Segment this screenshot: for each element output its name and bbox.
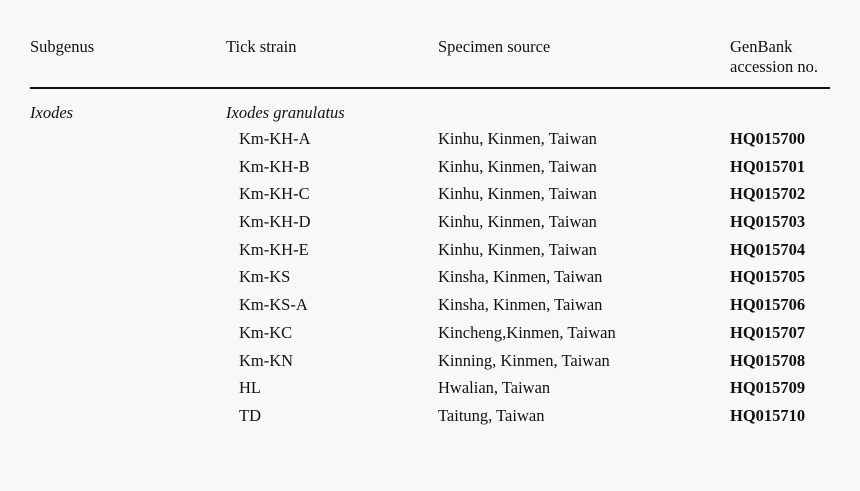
cell-source: Kinhu, Kinmen, Taiwan <box>438 129 597 148</box>
cell-accession: HQ015709 <box>730 378 806 398</box>
cell-accession: HQ015707 <box>730 322 806 342</box>
cell-accession: HQ015710 <box>730 405 806 425</box>
cell-strain: Km-KH-E <box>239 239 309 259</box>
cell-source: Hwalian, Taiwan <box>438 378 551 398</box>
header-tick-strain: Tick strain <box>226 37 297 56</box>
cell-accession: HQ015708 <box>730 350 806 370</box>
table-row <box>30 211 830 239</box>
table-row <box>30 183 830 211</box>
cell-strain: Km-KN <box>239 350 294 370</box>
cell-accession: HQ015706 <box>730 295 806 315</box>
cell-strain: Km-KS-A <box>239 295 308 315</box>
header-genbank <box>730 37 818 77</box>
cell-source: Kinsha, Kinmen, Taiwan <box>438 295 603 315</box>
cell-strain: Km-KH-A <box>239 129 311 148</box>
cell-strain: Km-KH-C <box>239 184 310 204</box>
cell-strain: Km-KH-D <box>239 212 311 232</box>
cell-source: Kinhu, Kinmen, Taiwan <box>438 156 597 176</box>
cell-accession: HQ015705 <box>730 267 806 287</box>
group-species: Ixodes granulatus <box>226 103 345 122</box>
table-row <box>30 239 830 267</box>
cell-accession: HQ015704 <box>730 239 806 259</box>
cell-source: Kincheng,Kinmen, Taiwan <box>438 322 616 342</box>
cell-source: Kinhu, Kinmen, Taiwan <box>438 212 597 232</box>
header-genbank-line2: accession no. <box>730 57 818 76</box>
table-header <box>30 0 830 88</box>
table-row <box>30 322 830 350</box>
table-row <box>30 294 830 322</box>
table-body <box>30 128 830 433</box>
cell-source: Kinhu, Kinmen, Taiwan <box>438 239 597 259</box>
cell-source: Kinhu, Kinmen, Taiwan <box>438 184 597 204</box>
cell-strain: Km-KS <box>239 267 291 287</box>
cell-source: Taitung, Taiwan <box>438 405 545 425</box>
table-row <box>30 128 830 156</box>
cell-source: Kinning, Kinmen, Taiwan <box>438 350 610 370</box>
table-row <box>30 377 830 405</box>
group-subgenus: Ixodes <box>30 103 74 122</box>
cell-strain: HL <box>239 378 261 398</box>
header-genbank-line1: GenBank <box>730 37 793 56</box>
table-row <box>30 156 830 184</box>
cell-accession: HQ015702 <box>730 184 806 204</box>
cell-accession: HQ015703 <box>730 212 806 232</box>
cell-accession: HQ015701 <box>730 156 806 176</box>
table-row <box>30 266 830 294</box>
cell-source: Kinsha, Kinmen, Taiwan <box>438 267 603 287</box>
cell-strain: Km-KC <box>239 322 293 342</box>
cell-accession: HQ015700 <box>730 129 806 148</box>
cell-strain: Km-KH-B <box>239 156 310 176</box>
specimen-table <box>30 0 830 425</box>
header-subgenus: Subgenus <box>30 37 95 56</box>
table-row <box>30 350 830 378</box>
cell-strain: TD <box>239 405 261 425</box>
table-row <box>30 405 830 433</box>
header-rule <box>30 87 830 89</box>
header-specimen-source: Specimen source <box>438 37 551 56</box>
